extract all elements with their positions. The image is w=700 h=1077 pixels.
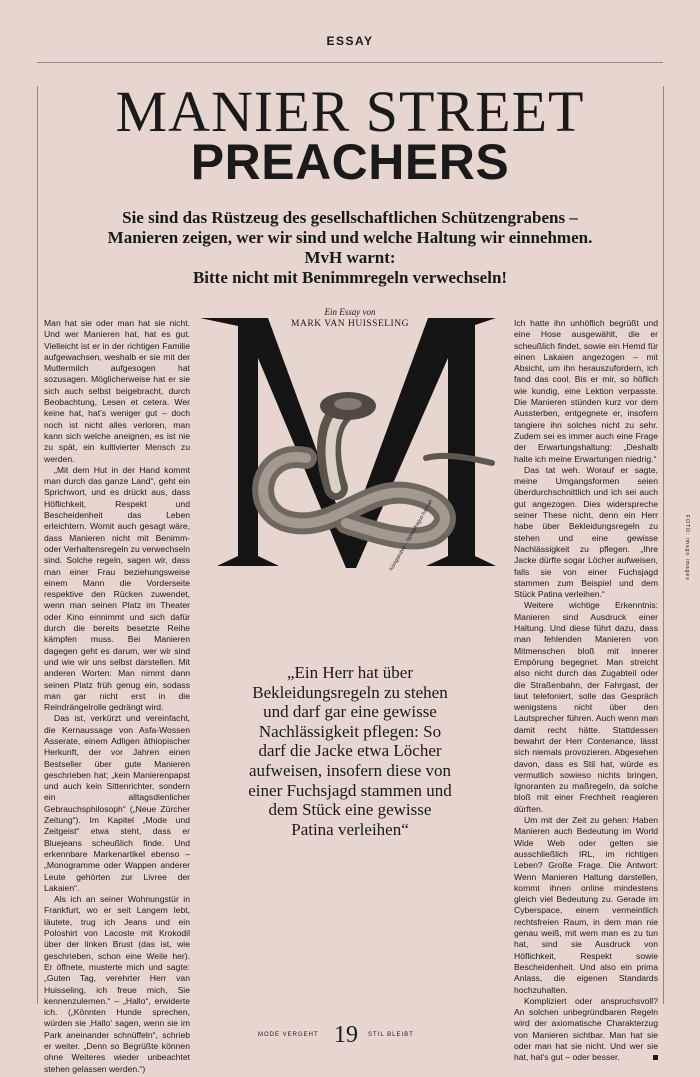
body-paragraph: Das tat weh. Worauf er sagte, meine Umgangsformen seien überdurchschnittlich und ich sei auch gut angezogen. Dies widerspreche seiner These nicht, denn ein Herr habe über Bekleidungsregeln zu stehen und eine gewisse Nachlässigkeit zu pflegen. „Ihre Jacke dürfte sogar Löcher aufweisen, falls sie von einer Fuchsjagd stammen zum Beispiel und dem Stück Patina verleihen.“ [514, 464, 658, 600]
top-rule [37, 62, 663, 63]
body-paragraph: Als ich an seiner Wohnungstür in Frankfurt, wo er seit Langem lebt, läutete, trug ich Jeans und ein Poloshirt von Lacoste mit Krokodil über der linken Brust (das ist, wie geschrieben, schon eine Weile her). Er öffnete, musterte mich und sagte: „Guten Tag, verehrter Herr van Huisseling, ich freue mich, Sie kennenzulernen.“ – „Hallo“, erwiderte ich. („Könnten Hunde sprechen, würden sie ‚Hallo‘ sagen, wenn sie im Park aneinander schnüffeln“, schrieb er weiter. „Denn so Begrüßte können ohne Weiteres wieder unbeachtet stehen gelassen werden.“) [44, 894, 190, 1074]
left-rule [37, 86, 38, 1004]
footer [0, 1022, 700, 1052]
end-mark-icon [653, 1055, 658, 1060]
left-column [44, 318, 190, 1075]
right-column [514, 318, 658, 1064]
page-number: 19 [334, 1022, 358, 1048]
cobra-illustration [196, 318, 500, 573]
body-paragraph: Weitere wichtige Erkenntnis: Manieren sind Ausdruck einer Haltung. Und diese führt dazu, dass man fehlenden Manieren von Mitmenschen bloß mit innerer Empörung begegnet. Man streicht also nicht durch das Zugabteil oder die Straßenbahn, der Fahrgast, der laut telefoniert, solle das Gespräch wenigstens nicht über den Lautsprecher führen. Auch wenn man damit recht hätte. Stattdessen bewahrt der Herr Contenance, lässt sich niemals provozieren. Abgesehen davon, dass es Stil hat, würde es vermutlich sowieso nichts bringen, Ignoranten zu maßregeln, da solche bloß mit einer Frechheit reagieren dürften. [514, 600, 658, 814]
byline-intro: Ein Essay von [324, 307, 376, 317]
body-paragraph: Man hat sie oder man hat sie nicht. Und wer Manieren hat, hat es gut. Vielleicht ist er in der richtigen Familie aufgewachsen, weshalb er sie mit der Muttermilch aufgesogen hat sozusagen. Möglicherweise hat er sie sich auch selbst beigebracht, durch Beobachtung, Lesen et cetera. Wer keine hat, hat's weniger gut – doch noch ist nicht alles verloren, man kann sich welche aneignen, es ist nie zu spät, ein kultivierter Mensch zu werden. [44, 318, 190, 464]
lead-line: Bitte nicht mit Benimmregeln verwechseln! [192, 268, 508, 287]
right-rule [663, 86, 664, 1004]
headline-line-2: PREACHERS [190, 134, 510, 190]
pull-quote: „Ein Herr hat über Bekleidungsregeln zu stehen und darf gar eine gewisse Nachlässigkeit pflegen: So darf die Jacke etwa Löcher aufweisen, insofern diese von einer Fuchsjagd stammen und dem Stück eine gewisse Patina verleihen“ [248, 663, 452, 839]
body-paragraph: Um mit der Zeit zu gehen: Haben Manieren auch Bedeutung im World Wide Web oder gelten sie ausschließlich IRL, im richtigen Leben? Große Frage. Die Antwort: Wenn Manieren Haltung darstellen, kommt ihnen online mindestens gleich viel Bedeutung zu. Gerade im Cyberspace, einem vermeintlich rechtsfreien Raum, in dem man nie genau weiß, mit wem man es zu tun hat, sind sie Ausdruck von Höflichkeit, Respekt sowie Bescheidenheit. Und also ein prima Anlass, die eigenen Standards hochzuhalten. [514, 815, 658, 995]
body-paragraph: Das ist, verkürzt und vereinfacht, die Kernaussage von Asfa-Wossen Asserate, einem Adligen äthiopischer Herkunft, der vor Jahren einen Bestseller über gute Manieren geschrieben hat; „kein Manierenpapst und auch kein Sittenrichter, sondern ein alltagsdienlicher Gebrauchsphilosoph“ („Neue Zürcher Zeitung“). Im Kapitel „Mode und Zeitgeist“ etwa steht, dass er Bluejeans scheußlich finde. Und erkennbare Markenartikel ebenso – „Monogramme oder Wappen anderer Leute gehörten zur Livree der Lakaien“. [44, 713, 190, 893]
lead-line: MvH warnt: [304, 248, 396, 267]
lead-line: Sie sind das Rüstzeug des gesellschaftlichen Schützengrabens – [122, 208, 578, 227]
last-paragraph-text: Kompliziert oder anspruchsvoll? An solchen unbegründbaren Regeln wird der axiomatische Charakterzug von Manieren sichtbar. Man hat sie oder man hat sie nicht. Und wer sie hat, hat's gut – oder besser. [514, 995, 658, 1063]
headline-line-1: MANIER STREET [115, 79, 585, 144]
photo-credit: FOTO: imago images [684, 515, 690, 581]
body-paragraph: Ich hatte ihn unhöflich begrüßt und eine Hose ausgewählt, die er scheußlich findet, sowie ein Hemd für einen Lakaien angezogen – mit Absicht, um ihn herauszufordern, ich fand das cool. Bis er mir, so höflich wie kundig, eine Lektion verpasste. Die Manieren stünden kurz vor dem Aussterben, entgegnete er, insofern tangiere ihn solches nicht zu sehr. Zudem sei es immer auch eine Frage der Erwartungshaltung: „Deshalb halte ich meine Erwartungen niedrig.“ [514, 318, 658, 464]
byline-author: MARK VAN HUISSELING [291, 319, 409, 329]
lead-paragraph [90, 208, 610, 288]
footer-left-text: MODE VERGEHT [258, 1032, 319, 1038]
footer-right-text: STIL BLEIBT [368, 1032, 414, 1038]
section-label: ESSAY [326, 34, 374, 48]
lead-line: Manieren zeigen, wer wir sind und welche Haltung wir einnehmen. [107, 228, 593, 247]
image-caption: Königskobra – Ophiophagus hannah [388, 498, 435, 573]
body-paragraph: „Mit dem Hut in der Hand kommt man durch das ganze Land“, geht ein Sprichwort, und es drückt aus, dass Höflichkeit, Respekt und Bescheidenheit das Leben erleichtern. Womit auch gesagt wäre, dass Manieren nicht mit Benimm- oder Verhaltensregeln zu verwechseln sind. Solche regeln, sagen wir, dass man einer Frau beziehungsweise einem Mann die Vorderseite respektive den Rücken zuwendet, wenn man seinen Platz im Theater oder Kino einnimmt und sich dafür durch die bereits besetzte Reihe kämpfen muss. Bei Manieren dagegen geht es darum, wer wir sind und wie wir uns selbst darstellen. Mit anderen Worten: Man nimmt dann seinen Platz früh genug ein, sodass man gar nicht erst in die Reindrängelrolle gedrängt wird. [44, 464, 190, 713]
